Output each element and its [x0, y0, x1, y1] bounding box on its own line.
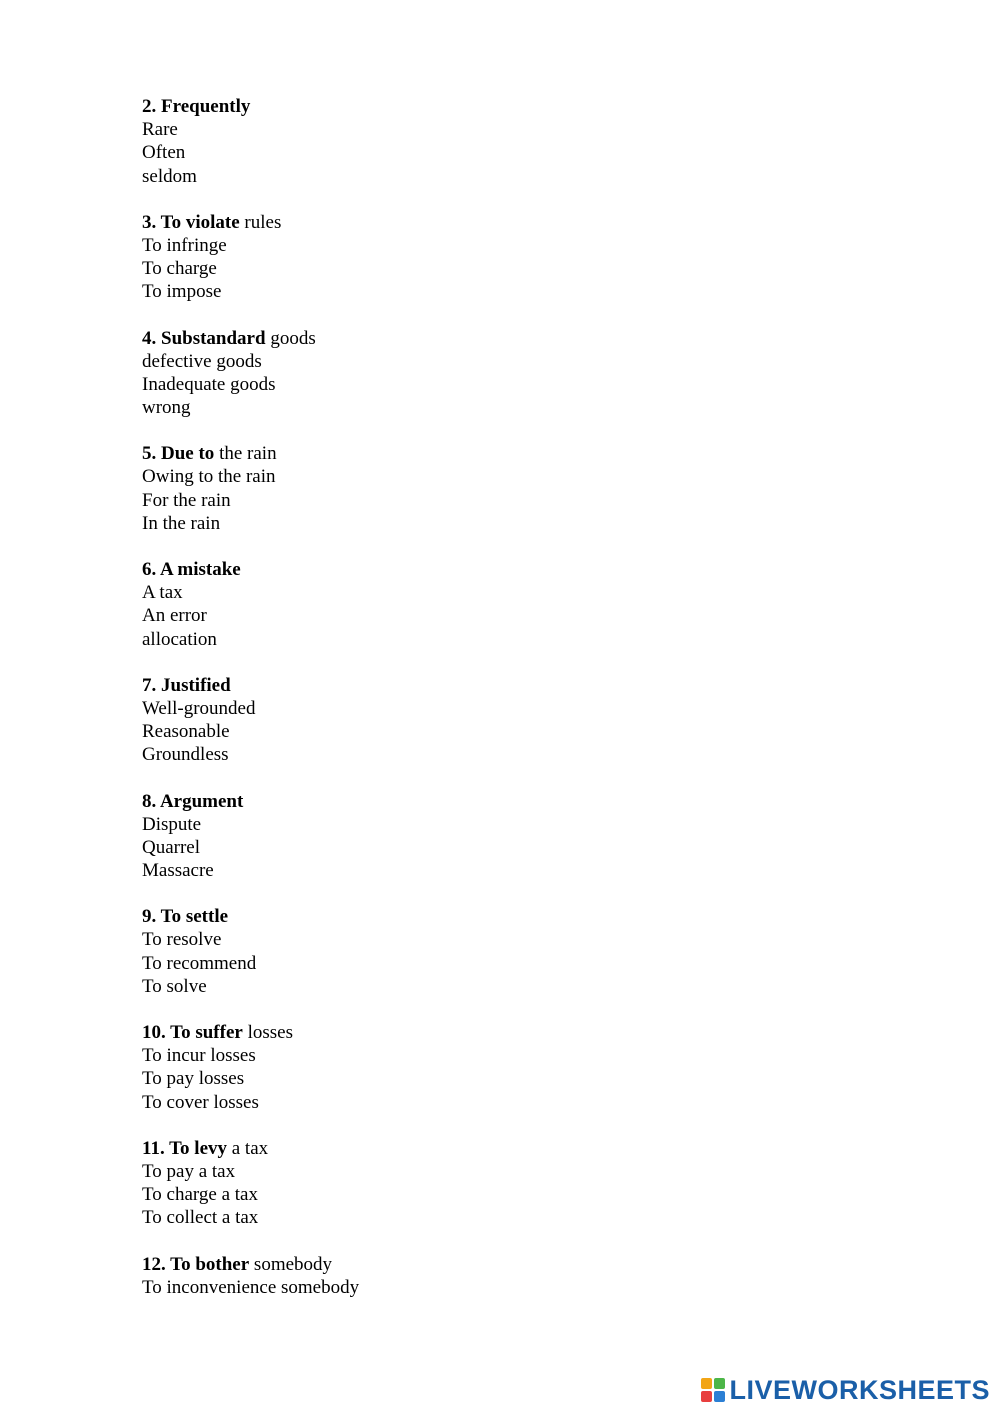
question-stem — [142, 1021, 842, 1044]
answer-option[interactable]: To pay a tax — [142, 1160, 236, 1182]
answer-option[interactable]: seldom — [142, 165, 197, 187]
question-term: 10. To suffer — [142, 1022, 243, 1043]
question-term: 7. Justified — [142, 674, 231, 696]
answer-option[interactable]: Groundless — [142, 744, 229, 766]
logo-square-bl — [701, 1391, 712, 1402]
question-context: the rain — [214, 443, 277, 465]
question-stem — [142, 211, 842, 234]
answer-option[interactable]: Quarrel — [142, 836, 201, 858]
answer-option[interactable]: To pay losses — [142, 1068, 245, 1090]
answer-option[interactable]: Rare — [142, 119, 178, 141]
question-stem — [142, 1137, 842, 1160]
worksheet-page — [142, 95, 842, 1322]
question-term: 11. To levy — [142, 1137, 227, 1159]
question-stem — [142, 905, 842, 928]
question-stem — [142, 442, 842, 465]
question-block — [142, 905, 842, 998]
answer-option[interactable]: To infringe — [142, 234, 227, 256]
question-context: somebody — [249, 1253, 333, 1275]
answer-option[interactable]: In the rain — [142, 512, 221, 534]
question-stem — [142, 327, 842, 350]
answer-option[interactable]: Dispute — [142, 813, 202, 835]
question-stem — [142, 1253, 842, 1276]
answer-option[interactable]: To collect a tax — [142, 1207, 259, 1229]
question-stem — [142, 558, 842, 581]
question-stem — [142, 674, 842, 697]
question-term: 8. Argument — [142, 790, 244, 812]
answer-option[interactable]: allocation — [142, 628, 217, 650]
question-term: 9. To settle — [142, 906, 229, 928]
question-term: 4. Substandard — [142, 327, 266, 349]
brand-name: LIVEWORKSHEETS — [729, 1375, 990, 1405]
question-context: goods — [265, 327, 316, 349]
answer-option[interactable]: To solve — [142, 975, 207, 997]
question-block — [142, 790, 842, 883]
logo-square-br — [714, 1391, 725, 1402]
question-term: 5. Due to — [142, 443, 215, 465]
question-block — [142, 674, 842, 767]
answer-option[interactable]: defective goods — [142, 350, 262, 372]
answer-option[interactable]: To inconvenience somebody — [142, 1276, 360, 1298]
answer-option[interactable]: To charge — [142, 258, 217, 280]
question-stem — [142, 790, 842, 813]
question-context: a tax — [227, 1137, 269, 1159]
question-block — [142, 1137, 842, 1230]
answer-option[interactable]: wrong — [142, 397, 191, 419]
answer-option[interactable]: An error — [142, 605, 207, 627]
question-block — [142, 1253, 842, 1299]
question-block — [142, 95, 842, 188]
question-term: 2. Frequently — [142, 96, 251, 117]
question-block — [142, 211, 842, 304]
question-block — [142, 442, 842, 535]
answer-option[interactable]: To charge a tax — [142, 1184, 258, 1206]
liveworksheets-logo[interactable] — [701, 1375, 990, 1405]
question-block — [142, 1021, 842, 1114]
logo-square-tl — [701, 1378, 712, 1389]
answer-option[interactable]: To resolve — [142, 929, 222, 951]
question-stem — [142, 95, 842, 118]
answer-option[interactable]: Often — [142, 142, 186, 164]
answer-option[interactable]: Massacre — [142, 860, 214, 882]
answer-option[interactable]: Owing to the rain — [142, 466, 276, 488]
question-term: 3. To violate — [142, 211, 240, 233]
liveworksheets-logo-icon — [701, 1378, 725, 1402]
logo-square-tr — [714, 1378, 725, 1389]
answer-option[interactable]: To impose — [142, 281, 222, 303]
answer-option[interactable]: For the rain — [142, 489, 231, 511]
answer-option[interactable]: A tax — [142, 582, 183, 604]
question-term: 6. A mistake — [142, 559, 241, 580]
question-term: 12. To bother — [142, 1253, 250, 1275]
question-block — [142, 327, 842, 420]
question-block — [142, 558, 842, 651]
question-list — [142, 95, 842, 1299]
question-context: losses — [242, 1022, 293, 1043]
answer-option[interactable]: Reasonable — [142, 721, 230, 743]
answer-option[interactable]: Inadequate goods — [142, 373, 276, 395]
answer-option[interactable]: Well-grounded — [142, 697, 256, 719]
answer-option[interactable]: To incur losses — [142, 1045, 256, 1067]
answer-option[interactable]: To cover losses — [142, 1091, 259, 1113]
answer-option[interactable]: To recommend — [142, 952, 257, 974]
question-context: rules — [239, 211, 282, 233]
